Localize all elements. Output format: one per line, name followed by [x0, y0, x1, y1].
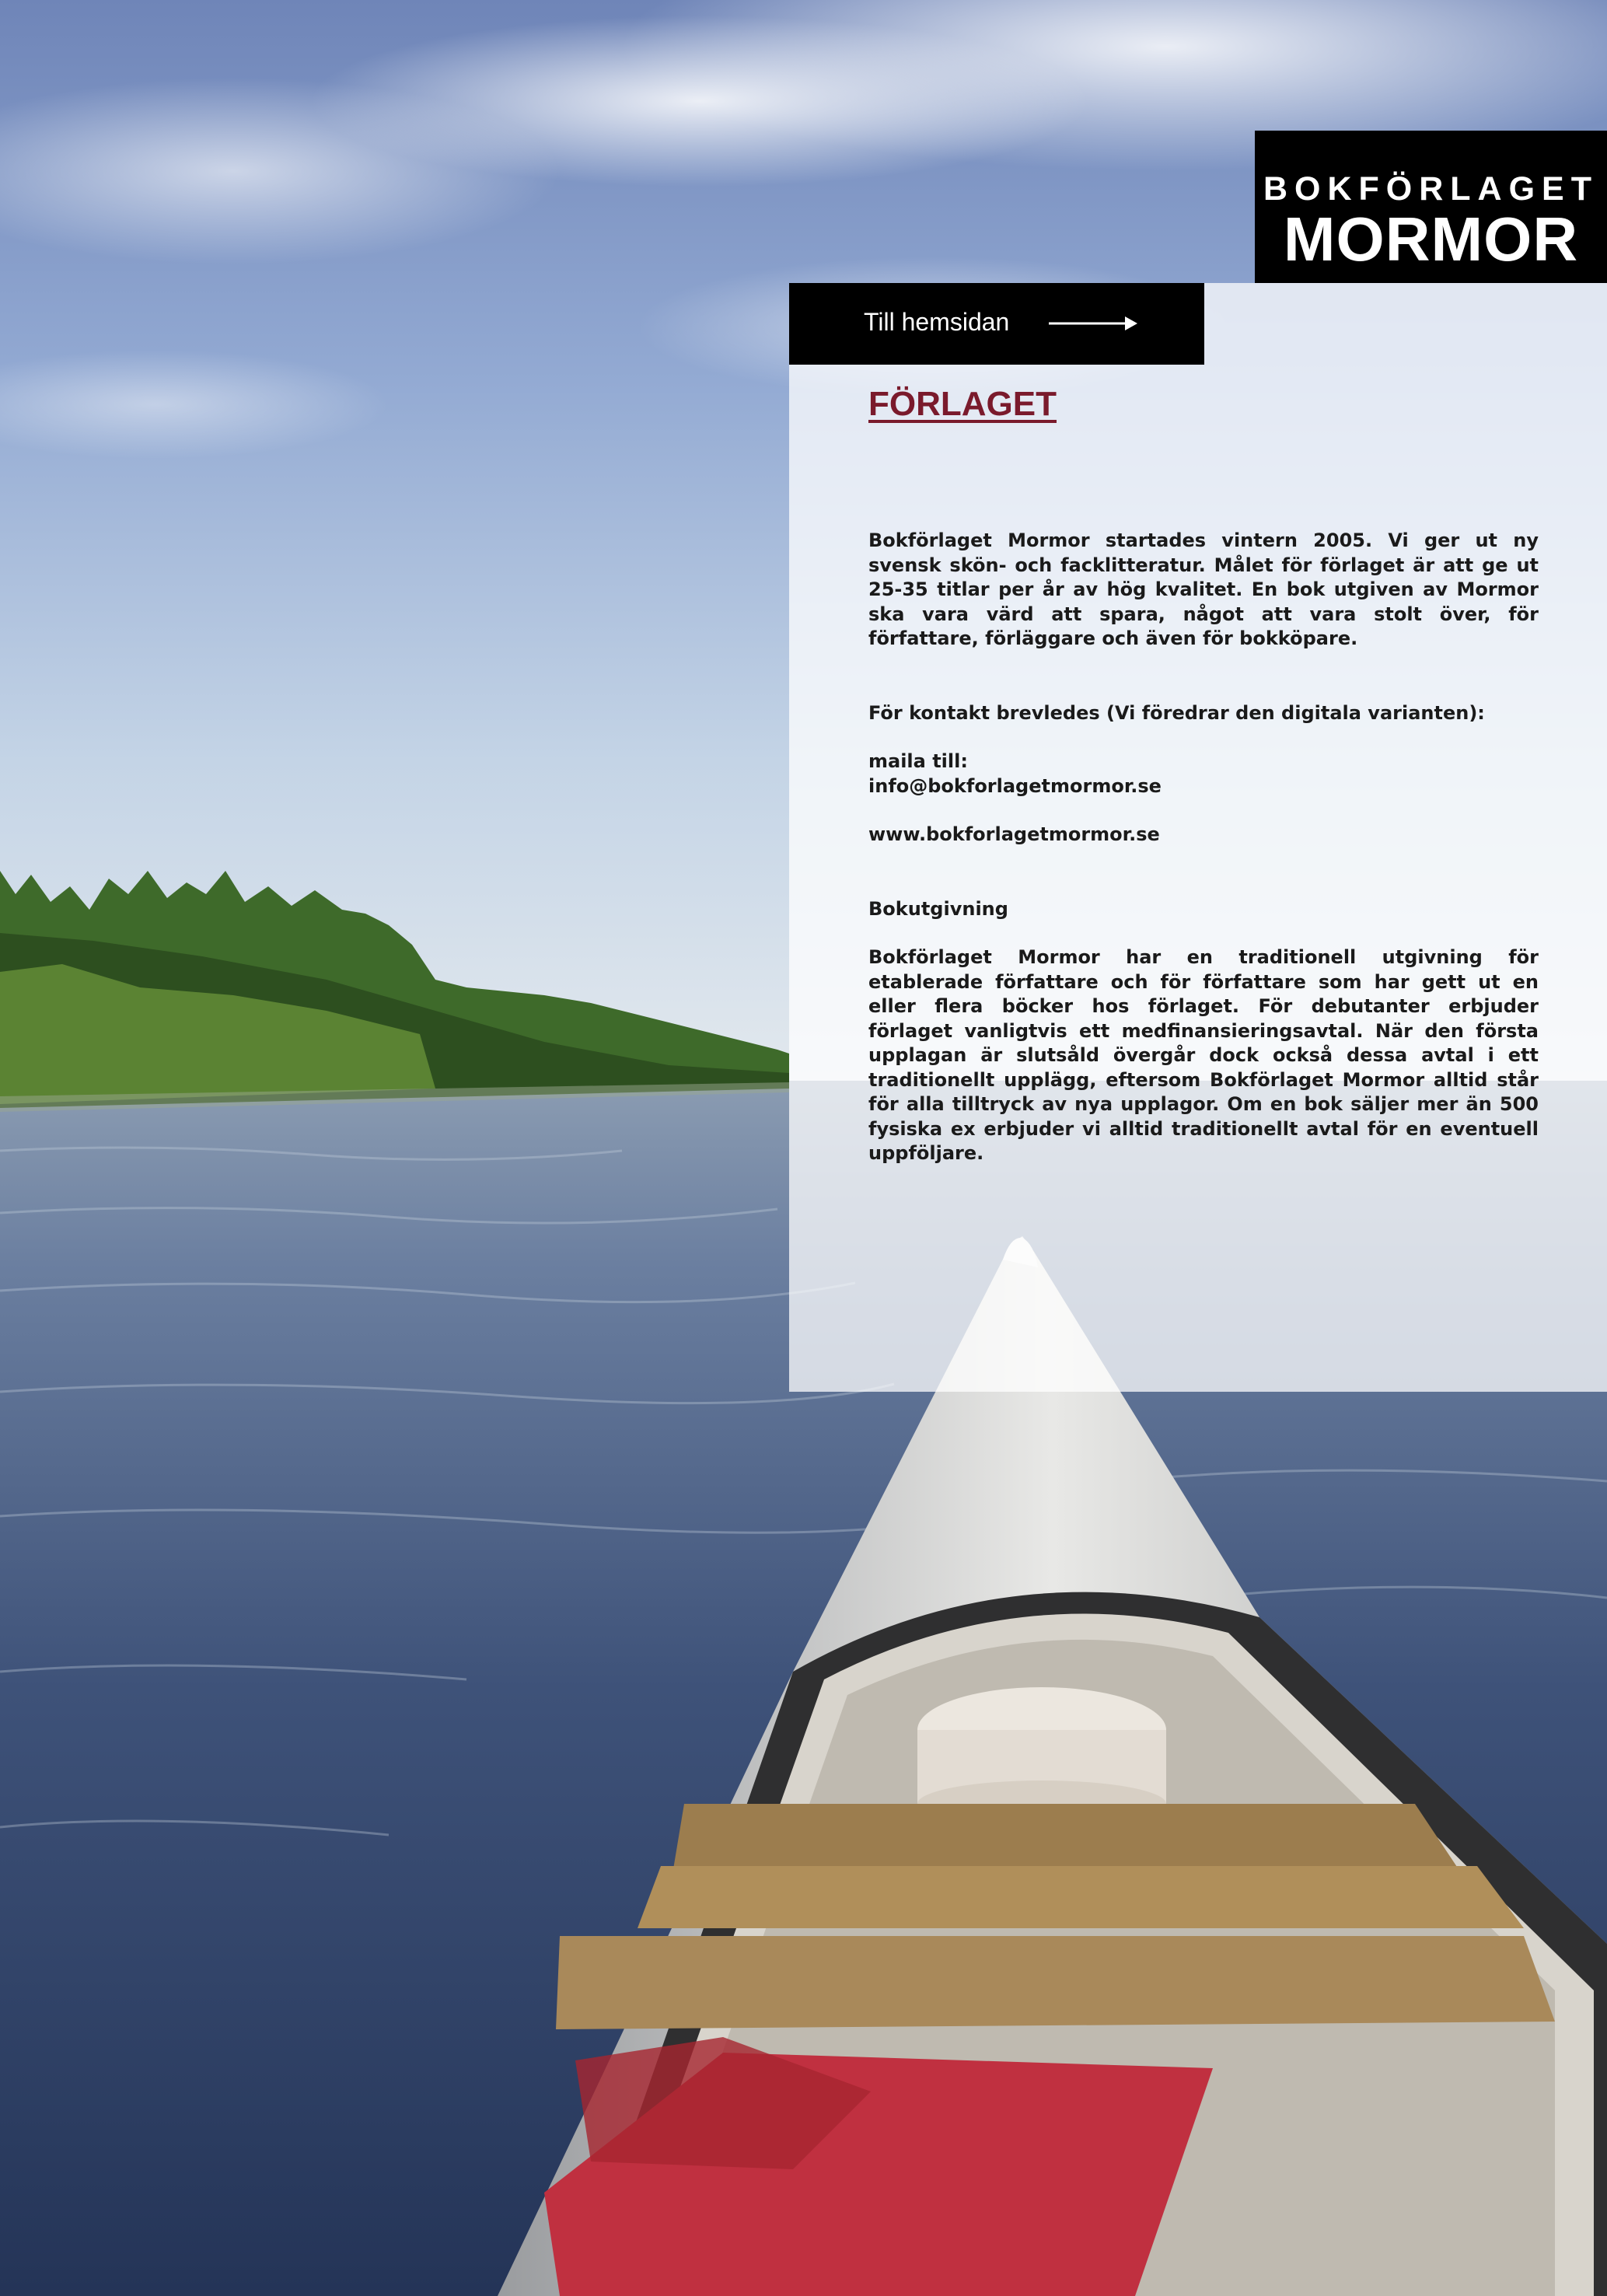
arrow-right-icon: [1049, 314, 1139, 333]
home-link-button[interactable]: [789, 283, 1204, 365]
brand-name-top: BOKFÖRLAGET: [1263, 170, 1599, 208]
home-link-label: Till hemsidan: [864, 308, 1010, 336]
mail-label: maila till:: [868, 750, 968, 772]
brand-logo[interactable]: [1255, 131, 1607, 283]
section-subheading: Bokutgivning: [868, 897, 1008, 920]
contact-intro: För kontakt brevledes (Vi föredrar den digitala varianten):: [868, 701, 1485, 724]
article: [868, 384, 1539, 1166]
website-link[interactable]: www.bokforlagetmormor.se: [868, 823, 1160, 845]
email-link[interactable]: info@bokforlagetmormor.se: [868, 774, 1162, 797]
intro-paragraph: Bokförlaget Mormor startades vintern 2005. Vi ger ut ny svensk skön- och facklitteratur. Målet för förlaget är att ge ut 25-35 titlar per år av hög kvalitet. En bok utgiven av Mormor ska vara värd att spara, något att vara stolt över, för författare, förläggare och även för bokköpare.: [868, 529, 1539, 649]
brand-name-bottom: MORMOR: [1283, 204, 1579, 274]
publishing-paragraph: Bokförlaget Mormor har en traditionell utgivning för etablerade författare och för författare som har gett ut en eller flera böcker hos förlaget. För debutanter erbjuder förlaget vanligtvis ett medfinansieringsavtal. När den första upplagan är slutsåld övergår dock också dessa avtal i ett traditionellt upplägg, eftersom Bokförlaget Mormor alltid står för alla tilltryck av nya upplagor. Om en bok säljer mer än 500 fysiska ex erbjuder vi alltid traditionellt avtal för en eventuell uppföljare.: [868, 946, 1539, 1164]
page-title: FÖRLAGET: [868, 385, 1057, 423]
